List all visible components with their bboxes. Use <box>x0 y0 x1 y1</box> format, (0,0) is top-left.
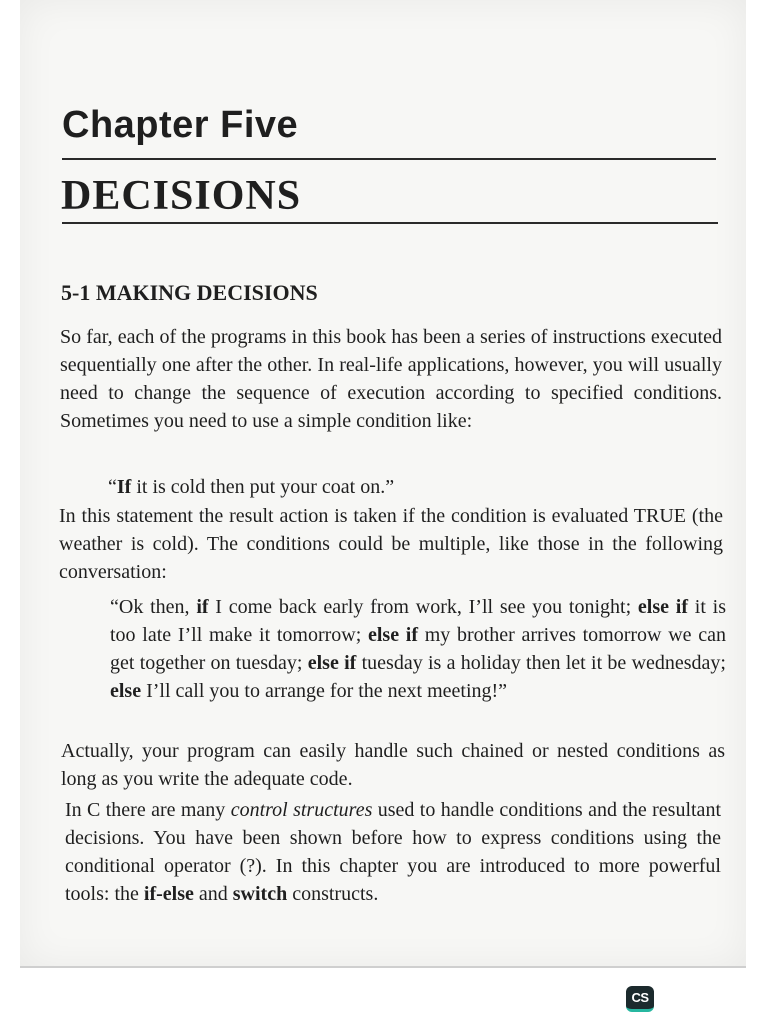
chapter-title: DECISIONS <box>61 173 302 219</box>
keyword-else-if: else if <box>368 624 419 646</box>
quote-text: it is cold then put your coat on.” <box>131 476 395 498</box>
keyword-else: else <box>110 680 142 702</box>
keyword-if-else: if-else <box>143 883 194 905</box>
paragraph-text: used to handle conditions and the resultant decisions. You have been shown before how to express conditions using the conditional operator (?). In this chapter you are introduced to more powerful tools: the <box>65 799 721 905</box>
keyword-switch: switch <box>232 883 288 905</box>
quote-text: “Ok then, <box>110 596 197 618</box>
chapter-rule-bottom <box>62 222 718 224</box>
paragraph-text: and <box>193 883 233 905</box>
chapter-label: Chapter Five <box>62 104 299 146</box>
keyword-if: If <box>116 476 132 498</box>
quote-text: I come back early from work, I’ll see you tonight; <box>208 596 638 618</box>
paragraph-text: In C there are many <box>65 799 231 821</box>
section-heading: 5-1 MAKING DECISIONS <box>61 280 318 305</box>
quote-text: it is too late I’ll make it tomorrow; <box>110 596 727 646</box>
paragraph-text: constructs. <box>287 883 379 905</box>
quote-open: “ <box>108 476 117 498</box>
quote-text: my brother arrives tomorrow we can get together on tuesday; <box>110 624 726 674</box>
quote-simple-condition <box>108 473 394 501</box>
quote-text: tuesday is a holiday then let it be wednesday; <box>356 652 726 674</box>
paragraph-control-structures <box>65 796 721 908</box>
keyword-else-if: else if <box>637 596 689 618</box>
paragraph-evaluation: In this statement the result action is taken if the condition is evaluated TRUE (the weather is cold). The conditions could be multiple, like those in the following conversation: <box>59 505 723 583</box>
logo-label: CS <box>631 990 649 1005</box>
keyword-else-if: else if <box>307 652 357 674</box>
chapter-rule-top <box>62 158 716 160</box>
quote-text: I’ll call you to arrange for the next meeting!” <box>141 680 508 702</box>
paragraph-intro: So far, each of the programs in this book has been a series of instructions executed sequentially one after the other. In real-life applications, however, you will usually need to change the sequence of execution according to specified conditions. Sometimes you need to use a simple condition like: <box>60 326 722 432</box>
camscanner-logo-icon <box>626 986 654 1012</box>
quote-conversation <box>110 593 726 705</box>
page-edge-divider <box>20 966 746 968</box>
keyword-if: if <box>196 596 209 618</box>
paragraph-nested: Actually, your program can easily handle such chained or nested conditions as long as you write the adequate code. <box>61 740 725 790</box>
emphasis-control-structures: control structures <box>230 799 373 821</box>
